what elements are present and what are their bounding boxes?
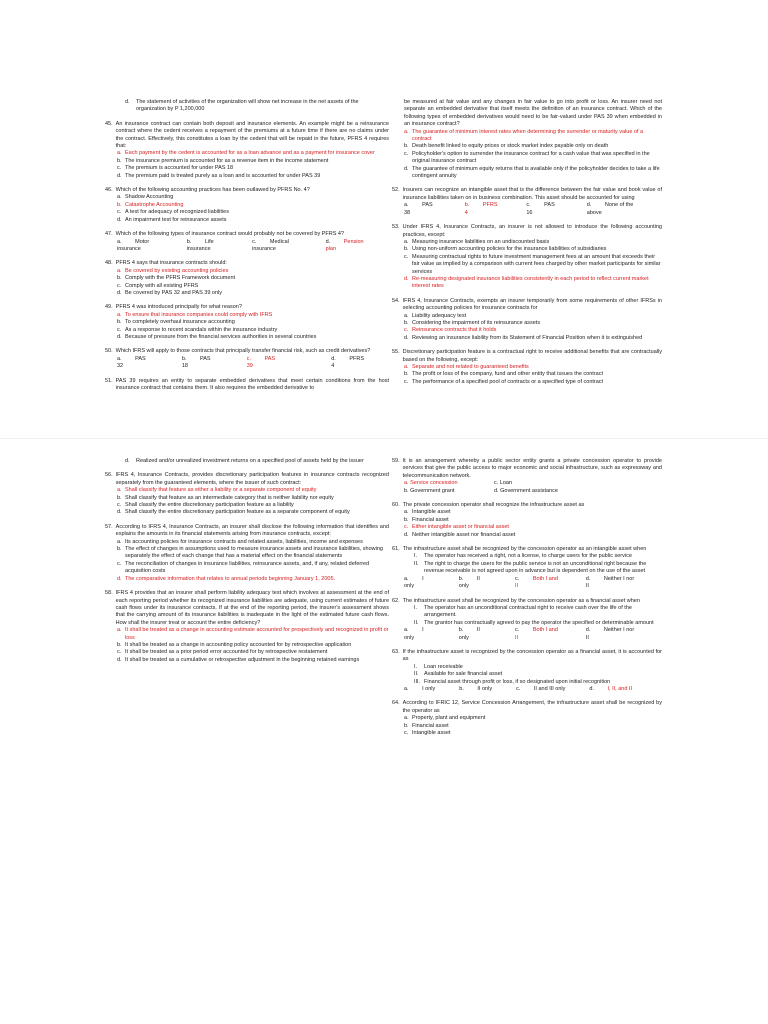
- q60-option-a: a. Intangible asset: [404, 509, 451, 516]
- q54-option-d: d. Reviewing an insurance liability from its Statement of Financial Position when it is extinguished: [404, 334, 643, 341]
- question-55: 55. Discretionary participation feature is a contractual right to receive additional benefits that are contractually based on the following, except: a. Separate and not related to guaranteed benefits b. The profit or loss of the company, fund and other entity that issues the contract c. The performance of a specified pool of contracts or a specified type of contract: [392, 349, 662, 385]
- q63-options-row: [392, 686, 662, 693]
- q46-option-d: d. An impairment test for reinsurance assets: [117, 216, 227, 223]
- question-50: 50. Which IFRS will apply to those contracts that principally transfer financial risk, such as credit derivatives? a. PAS 32 b. PAS 18 c. PAS 39 d. PFRS 4: [105, 348, 389, 370]
- q59-option-c: c. Loan: [494, 480, 513, 487]
- question-48: 48. PFRS 4 says that insurance contracts should: a. Be covered by existing accounting policies b. Comply with the PFRS Framework document c. Comply with all existing PFRS d. Be covered by PAS 32 and PAS 39 only: [105, 260, 389, 297]
- q50-option-d: d. PFRS 4: [331, 355, 365, 370]
- q55-option-a: a. Separate and not related to guaranteed benefits: [404, 364, 529, 370]
- q61-option-a: a. I only: [404, 575, 424, 590]
- q61-options-row: [392, 576, 662, 591]
- q62-statement-2: II. The grantor has contractually agreed to pay the operator the specified or determinable amount: [414, 619, 654, 626]
- question-60: 60. The private concession operator shall recognize the infrastructure asset as a. Intangible asset b. Financial asset c. Either intangible asset or financial asset d. Neither intangible asset nor financial asset: [392, 502, 662, 539]
- q56-option-a: a. Shall classify that feature as either a liability or a separate component of equity: [117, 487, 317, 494]
- question-58: 58. IFRS 4 provides that an insurer shall perform liability adequacy test which involves at assessment at the end of each reporting period whether its recognized insurance liabilities are adequate, using current estimates of future cash flows under its insurance contracts. If at the end of the reporting period, the insurer's assessment shows that the carrying amount of its insurance liabilities is inadequate in the light of the estimated future cash flows. How shall the insurer treat or account the entire deficiency? a. It shall be treated as a change in accounting estimate accounted for prospectively and recognized in profit or loss b. It shall be treated as a change in accounting policy accounted for by retrospective application c. It shall be treated as a prior period error accounted for by retrospective restatement d. It shall be treated as a cumulative or retrospective adjustment in the beginning retained earnings: [105, 590, 389, 663]
- q58-option-d: d. It shall be treated as a cumulative or retrospective adjustment in the beginning retained earnings: [117, 656, 360, 663]
- q61-statement-2: II. The right to charge the users for the public service is not an unconditional right because the revenue receivable is not agreed upon in advance but is dependent on the use of the asset: [414, 560, 647, 575]
- q54-option-c: c. Reinsurance contracts that it holds: [404, 327, 497, 334]
- q47-option-c: c. Medical insurance: [252, 238, 289, 252]
- q49-option-c: c. As a response to recent scandals within the insurance industry: [117, 326, 278, 333]
- q47-option-a: a. Motor insurance: [117, 238, 150, 252]
- question-46: 46. Which of the following accounting practices has been outlawed by PFRS No. 4? a. Shadow Accounting b. Catastrophe Accounting c. A test for adequacy of recognized liabilities d. An impairment test for reinsurance assets: [105, 187, 389, 224]
- q47-options-row: [105, 239, 389, 254]
- q62-option-b: b. II only: [458, 627, 480, 641]
- q49-option-d: d. Because of pressure from the financial services authorities in several countries: [117, 333, 317, 340]
- q63-option-a: a. I only: [404, 685, 436, 692]
- q56-option-b: b. Shall classify that feature as an intermediate category that is neither liability nor equity: [117, 494, 334, 501]
- question-54: 54. IFRS 4, Insurance Contracts, exempts an insurer temporarily from some requirements of other IFRSs in selecting accounting policies for insurance contracts for a. Liability adequacy test b. Considering the impairment of its reinsurance assets c. Reinsurance contracts that it holds d. Reviewing an insurance liability from its Statement of Financial Position when it is extinguished: [392, 297, 662, 341]
- question-51-continued: be measured at fair value and any changes in fair value to go into profit or loss. An insurer need not separate an embedded derivative that itself meets the definition of an insurance contract. Which of the following types of embedded derivatives would need to be fair-valued under PAS 39 when embedded in an insurance contract? a. The guarantee of minimum interest rates when determining the surrender or maturity value of a contract b. Death benefit linked to equity prices or stock market index payable only on death c. Policyholder's option to surrender the insurance contract for a cash value that was specified in the original insurance contract d. The guarantee of minimum equity returns that is available only if the policyholder decides to take a life contingent annuity: [392, 99, 662, 180]
- q60-option-c: c. Either intangible asset or financial asset: [404, 524, 509, 531]
- q47-option-b: b. Life insurance: [186, 238, 214, 252]
- q53-option-d: d. Re-measuring designated insurance liabilities consistently in each period to reflect current market interest rates: [404, 275, 649, 290]
- question-45: 45. An insurance contract can contain both deposit and insurance elements. An example might be a reinsurance contract where the cedent receives a repayment of the premiums at a future time if there are no claims under the contract. Effectively, this constitutes a loan by the cedent that will be repaid in the future, PFRS 4 requires that: a. Each payment by the cedent is accounted for as a loan advance and as a payment for insurance cover b. The insurance premium is accounted for as a revenue item in the income statement c. The premium is accounted for under PAS 18 d. The premium paid is treated purely as a loan and is accounted for under PAS 39: [105, 120, 389, 179]
- question-64: 64. According to IFRIC 12, Service Concession Arrangement, the infrastructure asset shall be recognized by the operator as a. Property, plant and equipment b. Financial asset c. Intangible asset: [392, 700, 662, 736]
- q50-options-row: [105, 356, 389, 371]
- q49-option-b: b. To completely overhaul insurance accounting: [117, 319, 235, 326]
- q51-option-a: a. The guarantee of minimum interest rates when determining the surrender or maturity value of a contract: [404, 128, 644, 143]
- q45-option-d: d. The premium paid is treated purely as a loan and is accounted for under PAS 39: [117, 172, 321, 179]
- q58-option-c: c. It shall be treated as a prior period error accounted for by retrospective restatement: [117, 649, 328, 656]
- q52-option-a: a. PAS 38: [404, 202, 433, 216]
- q62-option-d: d. Neither I nor II: [585, 627, 635, 641]
- q63-option-c: c. II and III only: [516, 685, 566, 692]
- bottom-right-column: [392, 458, 662, 744]
- q46-option-a: a. Shadow Accounting: [117, 194, 174, 201]
- q62-options-row: [392, 627, 662, 642]
- question-63: 63. If the infrastructure asset is recognized by the concession operator as a financial asset, it is accounted for as I. Loan receivable II. Available for sale financial asset III. Financial asset through profit or loss, if so designated upon initial recognition a. I only b. II only c. II and III only d. I, II, and II: [392, 648, 662, 692]
- q57-option-a: a. Its accounting policies for insurance contracts and related assets, liabilities, income and expenses: [117, 538, 363, 545]
- q61-option-b: b. II only: [458, 575, 480, 590]
- q54-option-a: a. Liability adequacy test: [404, 312, 467, 319]
- q64-option-c: c. Intangible asset: [404, 730, 451, 736]
- q45-option-c: c. The premium is accounted for under PAS 18: [117, 165, 234, 172]
- q46-option-c: c. A test for adequacy of recognized liabilities: [117, 209, 229, 216]
- q61-option-c: c. Both I and II: [515, 575, 558, 590]
- q63-option-b: b. II only: [459, 685, 493, 692]
- question-51: 51. PAS 39 requires an entity to separate embedded derivatives that meet certain conditions from the host insurance contract that contains them. It also requires the embedded derivative to: [105, 377, 389, 391]
- q60-option-d: d. Neither intangible asset nor financial asset: [404, 531, 516, 538]
- q53-option-b: b. Using non-uniform accounting policies for the insurance liabilities of subsidiaries: [404, 246, 607, 253]
- q53-option-c: c. Measuring contractual rights to future investment management fees at an amount that exceeds their fair value as implied by a comparison with current fees charged by other market participants for similar services: [404, 253, 661, 275]
- question-62: 62. The infrastructure asset shall be recognized by the concession operator as a financial asset when I. The operator has an unconditional contractual right to receive cash over the life of the arrangement. II. The grantor has contractually agreed to pay the operator the specified or determinable amount a. I only b. II only c. Both I and II d. Neither I nor II: [392, 598, 662, 642]
- q59-option-a: a. Service concession: [404, 480, 458, 487]
- q57-option-c: c. The reconciliation of changes in insurance liabilities, reinsurance assets, and, if any, related deferred acquisition costs: [117, 560, 370, 575]
- q50-option-a: a. PAS 32: [117, 355, 146, 370]
- q63-option-d: d. I, II, and II: [589, 685, 632, 692]
- q59-options-grid: [392, 480, 662, 495]
- q62-option-c: c. Both I and II: [515, 627, 558, 641]
- q57-option-d: d. The comparative information that relates to annual periods beginning January 1, 2005.: [117, 575, 336, 582]
- q52-option-d: d. None of the above: [586, 202, 634, 216]
- q51-option-d: d. The guarantee of minimum equity returns that is available only if the policyholder decides to take a life contingent annuity: [404, 165, 660, 180]
- question-61: 61. The infrastructure asset shall be recognized by the concession operator as an intangible asset when I. The operator has received a right, not a license, to charge users for the public service II. The right to charge the users for the public service is not an unconditional right because the revenue receivable is not agreed upon in advance but is dependent on the use of the asset a. I only b. II only c. Both I and II d. Neither I nor II: [392, 546, 662, 590]
- q54-option-b: b. Considering the impairment of its reinsurance assets: [404, 319, 541, 326]
- q59-option-b: b. Government grant: [404, 487, 455, 494]
- q48-option-d: d. Be covered by PAS 32 and PAS 39 only: [117, 289, 223, 296]
- question-49: 49. PFRS 4 was introduced principally for what reason? a. To ensure that insurance companies could comply with IFRS b. To completely overhaul insurance accounting c. As a response to recent scandals within the insurance industry d. Because of pressure from the financial services authorities in several countries: [105, 304, 389, 341]
- q56-option-c: c. Shall classify the entire discretionary participation feature as a liability: [117, 502, 294, 509]
- q48-option-c: c. Comply with all existing PFRS: [117, 282, 199, 289]
- question-52: 52. Insurers can recognize an intangible asset that is the difference between the fair value and book value of insurance liabilities taken on in business combination. This asset should be accounted for using a. PAS 38 b. PFRS 4 c. PAS 16 d. None of the above: [392, 187, 662, 216]
- q45-option-b: b. The insurance premium is accounted for as a revenue item in the income statement: [117, 157, 329, 164]
- q53-option-a: a. Measuring insurance liabilities on an undiscounted basis: [404, 238, 550, 245]
- q49-option-a: a. To ensure that insurance companies could comply with IFRS: [117, 311, 273, 318]
- q50-option-b: b. PAS 18: [181, 355, 211, 370]
- top-right-column: [392, 99, 662, 393]
- q55-option-c: c. The performance of a specified pool of contracts or a specified type of contract: [404, 378, 604, 385]
- q52-option-b: b. PFRS 4: [464, 202, 498, 216]
- q62-option-a: a. I only: [404, 627, 424, 641]
- q60-option-b: b. Financial asset: [404, 516, 449, 523]
- q55-option-d: d. Realized and/or unrealized investment returns on a specified pool of assets held by the issuer: [125, 458, 364, 464]
- question-56: 56. IFRS 4, Insurance Contracts, provides discretionary participation features in insurance contracts recognized separately from the guaranteed elements, where the issuer of such contract: a. Shall classify that feature as either a liability or a separate component of equity b. Shall classify that feature as an intermediate category that is neither liability nor equity c. Shall classify the entire discretionary participation feature as a liability d. Shall classify the entire discretionary participation feature as a separate component of equity: [105, 472, 389, 516]
- q63-statement-3: III. Financial asset through profit or loss, if so designated upon initial recognition: [414, 678, 611, 685]
- q57-option-b: b. The effect of changes in assumptions used to measure insurance assets and insurance liabilities, showing separately the effect of each change that has a material effect on the financial statements: [117, 546, 383, 560]
- q62-statement-1: I. The operator has an unconditional contractual right to receive cash over the life of the arrangement.: [414, 604, 632, 619]
- q64-option-b: b. Financial asset: [404, 722, 449, 729]
- page-divider: [0, 438, 768, 439]
- q52-option-c: c. PAS 16: [526, 202, 555, 216]
- q44-option-d: d. The statement of activities of the organization will show net increase in the net assets of the organization by P 1,200,000: [125, 99, 359, 113]
- q51-option-b: b. Death benefit linked to equity prices or stock market index payable only on death: [404, 143, 609, 150]
- q58-option-b: b. It shall be treated as a change in accounting policy accounted for by retrospective application: [117, 641, 352, 648]
- q61-statement-1: I. The operator has received a right, not a license, to charge users for the public service: [414, 553, 632, 560]
- q48-option-a: a. Be covered by existing accounting policies: [117, 267, 229, 274]
- q55-option-b: b. The profit or loss of the company, fund and other entity that issues the contract: [404, 371, 603, 378]
- bottom-left-column: [105, 458, 389, 671]
- q58-option-a: a. It shall be treated as a change in accounting estimate accounted for prospectively and recognized in profit or loss: [117, 627, 389, 641]
- question-59: 59. It is an arrangement whereby a public sector entity grants a private concession operator to provide services that give the public access to major economic and social infrastructure, such as expressway and telecommunication network. a. Service concession c. Loan b. Government grant d. Government assistance: [392, 458, 662, 494]
- top-left-column: [105, 99, 389, 399]
- q63-statement-2: II. Available for sale financial asset: [414, 671, 503, 678]
- q59-option-d: d. Government assistance: [494, 487, 558, 494]
- q61-option-d: d. Neither I nor II: [585, 575, 635, 590]
- q45-option-a: a. Each payment by the cedent is accounted for as a loan advance and as a payment for insurance cover: [117, 150, 375, 157]
- q47-option-d: d. Pension plan: [325, 238, 364, 252]
- q56-option-d: d. Shall classify the entire discretionary participation feature as a separate component of equity: [117, 509, 350, 516]
- q64-option-a: a. Property, plant and equipment: [404, 715, 486, 722]
- q63-statement-1: I. Loan receivable: [414, 663, 463, 670]
- q46-option-b: b. Catastrophe Accounting: [117, 201, 184, 208]
- q48-option-b: b. Comply with the PFRS Framework document: [117, 275, 236, 282]
- q52-options-row: [392, 202, 662, 217]
- question-57: 57. According to IFRS 4, Insurance Contracts, an insurer shall disclose the following information that identifies and explains the amounts in its financial statements arising from insurance contracts, except: a. Its accounting policies for insurance contracts and related assets, liabilities, income and expenses b. The effect of changes in assumptions used to measure insurance assets and insurance liabilities, showing separately the effect of each change that has a material effect on the financial statements c. The reconciliation of changes in insurance liabilities, reinsurance assets, and, if any, related deferred acquisition costs d. The comparative information that relates to annual periods beginning January 1, 2005.: [105, 523, 389, 582]
- q51-option-c: c. Policyholder's option to surrender the insurance contract for a cash value that was specified in the original insurance contract: [404, 150, 650, 165]
- question-53: 53. Under IFRS 4, Insurance Contracts, an insurer is not allowed to introduce the following accounting practices, except: a. Measuring insurance liabilities on an undiscounted basis b. Using non-uniform accounting policies for the insurance liabilities of subsidiaries c. Measuring contractual rights to future investment management fees at an amount that exceeds their fair value as implied by a comparison with current fees charged by other market participants for similar services d. Re-measuring designated insurance liabilities consistently in each period to reflect current market interest rates: [392, 224, 662, 290]
- question-47: 47. Which of the following types of insurance contract would probably not be covered by PFRS 4? a. Motor insurance b. Life insurance c. Medical insurance d. Pension plan: [105, 231, 389, 253]
- q50-option-c: c. PAS 39: [246, 355, 276, 370]
